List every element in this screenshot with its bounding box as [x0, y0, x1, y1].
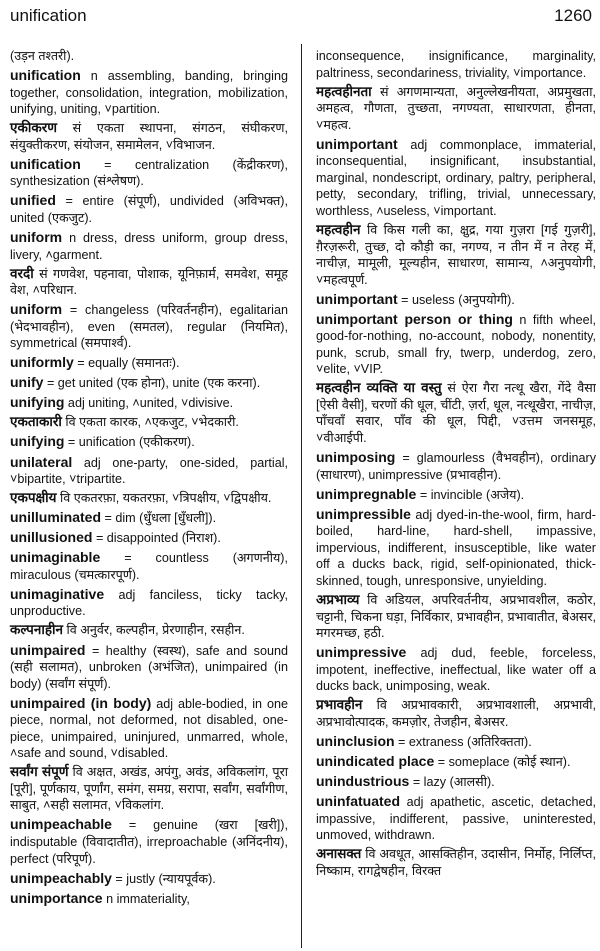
entry-headword: unimaginable	[10, 549, 101, 566]
entry-definition: (उड़न तश्तरी).	[10, 49, 75, 63]
entry-headword: एकताकारी	[10, 414, 62, 430]
dictionary-entry	[316, 222, 596, 288]
dictionary-entry	[316, 697, 596, 730]
dictionary-entry	[316, 136, 596, 220]
entry-definition: = centralization (केंद्रीकरण), synthesization (संश्लेषण).	[10, 157, 288, 189]
entry-definition: वि किस गली का, क्षुद्र, गया गुज़रा [गई गुज़री], ग़ैरज़रूरी, तुच्छ, दो कौड़ी का, नगण्य, न तीन में न तेरह में, नाचीज़, मामूली, मूल्यहीन, साधारण, सामान्य, ˄अनुपयोगी, ˅महत्वपूर्ण.	[316, 222, 596, 287]
dictionary-entry	[316, 733, 596, 751]
entry-definition: n fifth wheel, good-for-nothing, no-account, nobody, nonentity, punk, scrub, small fry, twerp, underdog, zero, ˅elite, ˅VIP.	[316, 312, 596, 377]
entry-definition: = extraness (अतिरिक्तता).	[394, 734, 532, 749]
entry-headword: uniformly	[10, 354, 74, 371]
page-header	[10, 6, 592, 28]
entry-definition: = entire (संपूर्ण), undivided (अविभक्त), united (एकजुट).	[10, 194, 288, 225]
entry-definition: = genuine (खरा [खरी]), indisputable (विवादातीत), irreproachable (अनिंदनीय), perfect (परिपूर्ण).	[10, 818, 288, 866]
entry-definition: = dim (धुँधला [धुँधली]).	[101, 511, 217, 526]
entry-definition: = healthy (स्वस्थ), safe and sound (सही सलामत), unbroken (अभंजित), unimpaired (in body) (सर्वांग संपूर्ण).	[10, 643, 288, 691]
dictionary-entry	[10, 67, 288, 118]
dictionary-entry	[10, 816, 288, 867]
entry-definition: = useless (अनुपयोगी).	[397, 292, 515, 307]
dictionary-entry	[10, 120, 288, 153]
entry-headword: unilateral	[10, 453, 73, 470]
entry-definition: वि अवधूत, आसक्तिहीन, उदासीन, निर्मोह, निर्लिप्त, निष्काम, रागद्वेषहीन, विरक्त	[316, 847, 596, 878]
dictionary-entry	[10, 266, 288, 299]
dictionary-entry	[316, 486, 596, 504]
entry-definition: adj able-bodied, in one piece, normal, not deformed, not disabled, one-piece, unimpaired, uninjured, unmarred, whole, ˄safe and sound, ˅disabled.	[10, 696, 288, 761]
dictionary-entry	[10, 549, 288, 583]
page-number: 1260	[554, 6, 592, 25]
dictionary-entry	[10, 156, 288, 190]
entry-definition: सं एकता स्थापना, संगठन, संघीकरण, संयुक्तीकरण, संयोजन, समामेलन, ˅विभाजन.	[10, 121, 288, 152]
entry-headword: unimpeachable	[10, 816, 112, 833]
guide-word: unification	[10, 6, 87, 25]
entry-definition: adj dyed-in-the-wool, firm, hard-boiled, hard-line, hard-shell, impassive, impervious, indifferent, insusceptible, like water off a ducks back, rigid, self-opinionated, thick-skinned, tough, unresponsive, unyielding.	[316, 507, 596, 588]
entry-definition: = get united (एक होना), unite (एक करना).	[43, 376, 261, 391]
entry-definition: adj dud, feeble, forceless, impotent, ineffective, ineffectual, like water off a ducks back, unimposing, weak.	[316, 646, 596, 694]
entry-headword: unification	[10, 67, 81, 84]
dictionary-entry	[316, 48, 596, 81]
entry-headword: unifying	[10, 433, 65, 450]
entry-definition: adj commonplace, immaterial, inconsequential, insignificant, insubstantial, marginal, nondescript, ordinary, paltry, peripheral, petty, secondary, trifling, trivial, unnecessary, worthless, ˄useless, ˅important.	[316, 137, 596, 218]
dictionary-entry	[10, 192, 288, 226]
entry-headword: अनासक्त	[316, 846, 362, 862]
entry-definition: वि अडियल, अपरिवर्तनीय, अप्रभावशील, कठोर, चट्टानी, चिकना घड़ा, निर्विकार, प्रभावहीन, प्रभावातीत, बेअसर, मगरमच्छ, हठी.	[316, 592, 596, 641]
entry-headword: unify	[10, 374, 44, 391]
entry-headword: unilluminated	[10, 509, 101, 526]
dictionary-entry	[316, 753, 596, 771]
entry-headword: unimportant	[316, 135, 398, 152]
entry-headword: unimportance	[10, 889, 103, 906]
entry-headword: uniform	[10, 301, 63, 318]
dictionary-entry	[316, 84, 596, 134]
column-divider	[301, 44, 302, 948]
dictionary-entry	[316, 311, 596, 378]
entry-headword: unimpregnable	[316, 485, 417, 502]
entry-headword: uninclusion	[316, 732, 395, 749]
entry-headword: unindicated place	[316, 752, 435, 769]
entry-definition: = lazy (आलसी).	[409, 774, 495, 789]
entry-headword: unimposing	[316, 449, 396, 466]
entry-definition: सं गणवेश, पहनावा, पोशाक, यूनिफ़ार्म, समवेश, समूह वेश, ˄परिधान.	[10, 266, 288, 298]
entry-definition: adj uniting, ˄united, ˅divisive.	[64, 396, 234, 411]
entry-definition: सं अगणमान्यता, अनुल्लेखनीयता, अप्रमुखता, अमहत्व, गौणता, तुच्छता, नगण्यता, साधारणता, हीनता, ˅महत्व.	[316, 84, 596, 132]
dictionary-entry	[316, 449, 596, 483]
entry-headword: unimaginative	[10, 585, 105, 602]
entry-headword: प्रभावहीन	[316, 697, 363, 713]
entry-definition: = changeless (परिवर्तनहीन), egalitarian (भेदभावहीन), even (समतल), regular (नियमित), symmetrical (समपार्श्व).	[10, 303, 288, 351]
entry-headword: unimpressible	[316, 505, 411, 522]
entry-headword: अप्रभाव्य	[316, 591, 360, 607]
entry-headword: unindustrious	[316, 772, 410, 789]
dictionary-entry	[10, 529, 288, 547]
entry-headword: unillusioned	[10, 529, 93, 546]
dictionary-entry	[316, 644, 596, 695]
dictionary-entry	[10, 509, 288, 527]
dictionary-entry	[10, 890, 288, 908]
left-column	[10, 48, 288, 910]
dictionary-entry	[316, 773, 596, 791]
dictionary-entry	[10, 764, 288, 814]
right-column	[316, 48, 596, 882]
entry-definition: adj one-party, one-sided, partial, ˅bipartite, ˅tripartite.	[10, 455, 288, 487]
entry-definition: वि अनुर्वर, कल्पहीन, प्रेरणाहीन, रसहीन.	[62, 623, 245, 638]
dictionary-entry	[10, 414, 288, 431]
entry-headword: महत्वहीन व्यक्ति या वस्तु	[316, 380, 442, 396]
dictionary-entry	[10, 394, 288, 412]
dictionary-entry	[10, 622, 288, 639]
dictionary-entry	[10, 354, 288, 372]
entry-definition: n dress, dress uniform, group dress, livery, ˄garment.	[10, 230, 288, 262]
entry-headword: unification	[10, 155, 81, 172]
entry-definition: adj fanciless, ticky tacky, unproductive.	[10, 587, 288, 619]
entry-definition: वि अप्रभावकारी, अप्रभावशाली, अप्रभावी, अप्रभावोत्पादक, कमज़ोर, तेजहीन, बेअसर.	[316, 698, 596, 729]
entry-definition: = glamourless (वैभवहीन), ordinary (साधारण), unimpressive (प्रभावहीन).	[316, 451, 596, 482]
dictionary-entry	[10, 586, 288, 620]
entry-headword: एकपक्षीय	[10, 490, 57, 506]
entry-headword: वरदी	[10, 265, 34, 281]
dictionary-entry	[10, 695, 288, 762]
entry-definition: n assembling, banding, bringing together, consolidation, integration, mobilization, unifying, uniting, ˅partition.	[10, 69, 288, 117]
dictionary-entry	[316, 291, 596, 309]
dictionary-entry	[10, 454, 288, 488]
entry-definition: वि एकता कारक, ˄एकजुट, ˅भेदकारी.	[61, 415, 239, 430]
entry-definition: वि अक्षत, अखंड, अपंगु, अवंड, अविकलांग, पूरा [पूरी], पूर्णकाय, पूर्णांग, समंग, समग्र, सरापा, सर्वांग, सर्वांगीण, साबुत, ˄सही सलामत, ˅विकलांग.	[10, 765, 288, 813]
entry-headword: unimpaired (in body)	[10, 694, 152, 711]
entry-headword: unimpeachably	[10, 869, 112, 886]
entry-headword: unifying	[10, 394, 65, 411]
entry-definition: inconsequence, insignificance, marginality, paltriness, secondariness, triviality, ˅importance.	[316, 49, 596, 80]
entry-headword: एकीकरण	[10, 120, 57, 136]
dictionary-entry	[10, 490, 288, 507]
dictionary-entry	[10, 301, 288, 352]
dictionary-entry	[10, 642, 288, 693]
entry-definition: = countless (अगणनीय), miraculous (चमत्कारपूर्ण).	[10, 551, 288, 582]
entry-definition: वि एकतरफ़ा, यकतरफ़ा, ˅त्रिपक्षीय, ˅द्विपक्षीय.	[56, 491, 272, 506]
entry-headword: सर्वांग संपूर्ण	[10, 764, 69, 780]
entry-headword: unimportant	[316, 290, 398, 307]
entry-headword: unimpressive	[316, 644, 407, 661]
entry-definition: = justly (न्यायपूर्वक).	[111, 871, 216, 886]
entry-definition: = invincible (अजेय).	[416, 487, 525, 502]
entry-headword: uninfatuated	[316, 792, 400, 809]
entry-definition: = someplace (कोई स्थान).	[434, 754, 571, 769]
entry-headword: महत्वहीनता	[316, 83, 372, 99]
dictionary-entry	[316, 380, 596, 446]
entry-headword: uniform	[10, 228, 63, 245]
entry-headword: कल्पनाहीन	[10, 622, 63, 638]
entry-headword: unimpaired	[10, 641, 86, 658]
dictionary-entry	[10, 48, 288, 65]
dictionary-entry	[316, 506, 596, 590]
entry-definition: adj apathetic, ascetic, detached, impassive, indifferent, passive, uninterested, unmoved, withdrawn.	[316, 794, 596, 843]
entry-headword: महत्वहीन	[316, 221, 361, 237]
dictionary-entry	[10, 433, 288, 451]
entry-definition: = equally (समानतः).	[73, 356, 180, 371]
dictionary-entry	[10, 229, 288, 263]
dictionary-entry	[316, 592, 596, 642]
dictionary-entry	[10, 870, 288, 888]
entry-definition: = disappointed (निराश).	[92, 531, 221, 546]
entry-headword: unified	[10, 192, 56, 209]
entry-definition: = unification (एकीकरण).	[64, 435, 195, 450]
entry-definition: सं ऐरा गैरा नत्थू खैरा, गेंदे वैसा [ऐसी वैसी], चरणों की धूल, चींटी, ज़र्रा, धूल, नत्थूखैरा, नाचीज़, पाँचवाँ सवार, पाँव की धूल, पिद्दी, ˅उत्तम जनसमूह, ˅वीआईपी.	[316, 381, 596, 446]
entry-definition: n immateriality,	[102, 891, 190, 906]
entry-headword: unimportant person or thing	[316, 310, 513, 327]
dictionary-entry	[10, 374, 288, 392]
dictionary-entry	[316, 793, 596, 844]
dictionary-entry	[316, 846, 596, 879]
